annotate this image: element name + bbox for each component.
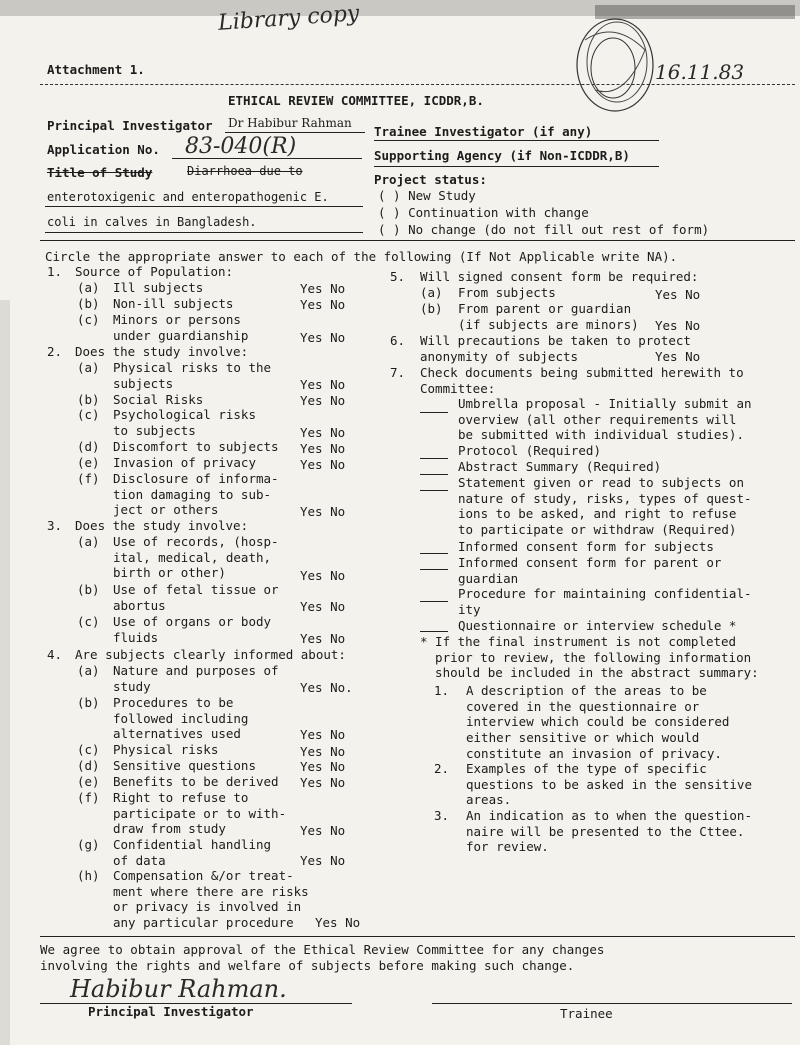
q4-number: 4.	[47, 647, 63, 662]
doc-checkbox-questionnaire[interactable]	[420, 631, 448, 632]
q3b-yes-no[interactable]: Yes No	[300, 599, 346, 614]
trainee-signature-label: Trainee	[560, 1006, 613, 1021]
doc-checkbox-consent-subjects[interactable]	[420, 553, 448, 554]
status-new-study[interactable]: ( ) New Study	[378, 188, 476, 203]
q4e-text: Benefits to be derived	[113, 774, 279, 789]
q3b-label: (b)	[77, 582, 100, 597]
pi-underline	[225, 132, 365, 133]
doc-consent-parent: Informed consent form for parent or guardian	[458, 555, 722, 586]
application-label: Application No.	[47, 142, 160, 157]
title-label: Title of Study	[47, 165, 153, 180]
doc-confidentiality: Procedure for maintaining confidential- ity	[458, 586, 752, 617]
q2a-text: Physical risks to the subjects	[113, 360, 272, 391]
doc-protocol: Protocol (Required)	[458, 443, 601, 458]
q2f-label: (f)	[77, 471, 100, 486]
q4d-label: (d)	[77, 758, 100, 773]
q3c-text: Use of organs or body fluids	[113, 614, 272, 645]
doc-checkbox-consent-parent[interactable]	[420, 569, 448, 570]
library-copy-stamp: Library copy	[217, 1, 361, 36]
q1b-label: (b)	[77, 296, 100, 311]
q3-number: 3.	[47, 518, 63, 533]
q3b-text: Use of fetal tissue or abortus	[113, 582, 279, 613]
doc-checkbox-protocol[interactable]	[420, 458, 448, 459]
q7-number: 7.	[390, 365, 406, 380]
doc-checkbox-abstract[interactable]	[420, 474, 448, 475]
status-continuation[interactable]: ( ) Continuation with change	[378, 205, 589, 220]
q2a-yes-no[interactable]: Yes No	[300, 377, 346, 392]
pi-signature: Habibur Rahman.	[70, 975, 287, 1003]
q4g-text: Confidential handling of data	[113, 837, 272, 868]
q5-text: Will signed consent form be required:	[420, 269, 699, 284]
q2b-label: (b)	[77, 392, 100, 407]
doc-questionnaire: Questionnaire or interview schedule *	[458, 618, 737, 633]
q5a-label: (a)	[420, 285, 443, 300]
q2c-text: Psychological risks to subjects	[113, 407, 256, 438]
q5b-text: From parent or guardian (if subjects are minors)	[458, 301, 639, 332]
q2d-label: (d)	[77, 439, 100, 454]
attachment-label: Attachment 1.	[47, 62, 145, 77]
q5a-text: From subjects	[458, 285, 556, 300]
note-item-3-text: An indication as to when the question- naire will be presented to the Cttee. for review.	[466, 808, 752, 855]
q2f-text: Disclosure of informa- tion damaging to sub- ject or others	[113, 471, 279, 518]
q2a-label: (a)	[77, 360, 100, 375]
application-underline	[172, 158, 362, 159]
q1c-yes-no[interactable]: Yes No	[300, 330, 346, 345]
q1c-text: Minors or persons under guardianship	[113, 312, 249, 343]
doc-umbrella: Umbrella proposal - Initially submit an overview (all other requirements will be submitted with individual studies).	[458, 396, 752, 443]
q4f-label: (f)	[77, 790, 100, 805]
q4d-text: Sensitive questions	[113, 758, 256, 773]
title-line-1: Diarrhoea due to	[187, 164, 303, 178]
trainee-signature-line	[432, 1003, 792, 1004]
q4d-yes-no[interactable]: Yes No	[300, 759, 346, 774]
q4h-label: (h)	[77, 868, 100, 883]
pi-name: Dr Habibur Rahman	[228, 116, 352, 130]
q4c-text: Physical risks	[113, 742, 219, 757]
note-item-2-text: Examples of the type of specific questions to be asked in the sensitive areas.	[466, 761, 752, 808]
q2b-text: Social Risks	[113, 392, 204, 407]
q2c-label: (c)	[77, 407, 100, 422]
q6-yes-no[interactable]: Yes No	[655, 349, 701, 364]
q1a-label: (a)	[77, 280, 100, 295]
q2e-text: Invasion of privacy	[113, 455, 256, 470]
q4c-yes-no[interactable]: Yes No	[300, 744, 346, 759]
q4b-text: Procedures to be followed including alternatives used	[113, 695, 249, 742]
title-line-2: enterotoxigenic and enteropathogenic E.	[47, 190, 329, 204]
q1-text: Source of Population:	[75, 264, 234, 279]
q3-text: Does the study involve:	[75, 518, 249, 533]
instruction-text: Circle the appropriate answer to each of the following (If Not Applicable write NA).	[45, 249, 678, 264]
title-underline-3	[45, 232, 363, 233]
pi-signature-label: Principal Investigator	[88, 1004, 254, 1019]
title-line-3: coli in calves in Bangladesh.	[47, 215, 257, 229]
q4f-text: Right to refuse to participate or to with- draw from study	[113, 790, 287, 837]
q1a-yes-no[interactable]: Yes No	[300, 281, 346, 296]
q2-number: 2.	[47, 344, 63, 359]
info-rule	[40, 240, 795, 241]
q4g-yes-no[interactable]: Yes No	[300, 853, 346, 868]
doc-checkbox-confidentiality[interactable]	[420, 601, 448, 602]
note-item-1-text: A description of the areas to be covered in the questionnaire or interview which could be considered either sensitive or which would constitute an invasion of privacy.	[466, 683, 730, 761]
project-status-label: Project status:	[374, 172, 487, 187]
committee-title: ETHICAL REVIEW COMMITTEE, ICDDR,B.	[228, 93, 484, 108]
q3a-yes-no[interactable]: Yes No	[300, 568, 346, 583]
q2-text: Does the study involve:	[75, 344, 249, 359]
q4g-label: (g)	[77, 837, 100, 852]
q4b-yes-no[interactable]: Yes No	[300, 727, 346, 742]
header-rule	[40, 84, 795, 85]
q4a-yes-no[interactable]: Yes No.	[300, 680, 353, 695]
q6-text: Will precautions be taken to protect anonymity of subjects	[420, 333, 691, 364]
trainee-underline	[374, 140, 659, 141]
q4a-text: Nature and purposes of study	[113, 663, 279, 694]
q4a-label: (a)	[77, 663, 100, 678]
q2e-yes-no[interactable]: Yes No	[300, 457, 346, 472]
agency-underline	[374, 166, 659, 167]
agreement-text: We agree to obtain approval of the Ethical Review Committee for any changes involving the rights and welfare of subjects before making such change.	[40, 942, 605, 973]
q2e-label: (e)	[77, 455, 100, 470]
q5b-yes-no[interactable]: Yes No	[655, 318, 701, 333]
doc-statement: Statement given or read to subjects on nature of study, risks, types of quest- ions to be asked, and right to refuse to participate or withdraw (Required)	[458, 475, 752, 538]
q3c-yes-no[interactable]: Yes No	[300, 631, 346, 646]
doc-consent-subjects: Informed consent form for subjects	[458, 539, 714, 554]
questionnaire-note: * If the final instrument is not completed prior to review, the following information should be included in the abstract summary:	[420, 634, 759, 681]
q7-text: Check documents being submitted herewith to Committee:	[420, 365, 744, 396]
q1b-text: Non-ill subjects	[113, 296, 234, 311]
q1a-text: Ill subjects	[113, 280, 204, 295]
q4h-text: Compensation &/or treat- ment where there are risks or privacy is involved in any particular procedure	[113, 868, 309, 931]
footer-rule	[40, 936, 795, 937]
q4-text: Are subjects clearly informed about:	[75, 647, 346, 662]
status-no-change[interactable]: ( ) No change (do not fill out rest of form)	[378, 222, 710, 237]
q4e-label: (e)	[77, 774, 100, 789]
q1c-label: (c)	[77, 312, 100, 327]
q3a-label: (a)	[77, 534, 100, 549]
note-item-1-number: 1.	[434, 683, 450, 698]
q2f-yes-no[interactable]: Yes No	[300, 504, 346, 519]
note-item-3-number: 3.	[434, 808, 450, 823]
q2d-text: Discomfort to subjects	[113, 439, 279, 454]
date-stamp: 16.11.83	[655, 60, 745, 84]
title-underline-2	[45, 206, 363, 207]
note-item-2-number: 2.	[434, 761, 450, 776]
q5-number: 5.	[390, 269, 406, 284]
trainee-label: Trainee Investigator (if any)	[374, 124, 593, 139]
q6-number: 6.	[390, 333, 406, 348]
doc-abstract: Abstract Summary (Required)	[458, 459, 662, 474]
doc-checkbox-umbrella[interactable]	[420, 412, 448, 413]
application-number: 83-040(R)	[185, 134, 297, 159]
q4b-label: (b)	[77, 695, 100, 710]
q4f-yes-no[interactable]: Yes No	[300, 823, 346, 838]
q4e-yes-no[interactable]: Yes No	[300, 775, 346, 790]
q4c-label: (c)	[77, 742, 100, 757]
q5a-yes-no[interactable]: Yes No	[655, 287, 701, 302]
scan-edge-left	[0, 300, 10, 1045]
q4h-yes-no[interactable]: Yes No	[315, 915, 361, 930]
q3c-label: (c)	[77, 614, 100, 629]
q1-number: 1.	[47, 264, 63, 279]
pi-label: Principal Investigator	[47, 118, 213, 133]
q3a-text: Use of records, (hosp- ital, medical, death, birth or other)	[113, 534, 279, 581]
q2c-yes-no[interactable]: Yes No	[300, 425, 346, 440]
agency-label: Supporting Agency (if Non-ICDDR,B)	[374, 148, 630, 163]
q2b-yes-no[interactable]: Yes No	[300, 393, 346, 408]
q1b-yes-no[interactable]: Yes No	[300, 297, 346, 312]
scribble-mark	[565, 10, 665, 120]
q2d-yes-no[interactable]: Yes No	[300, 441, 346, 456]
q5b-label: (b)	[420, 301, 443, 316]
doc-checkbox-statement[interactable]	[420, 490, 448, 491]
